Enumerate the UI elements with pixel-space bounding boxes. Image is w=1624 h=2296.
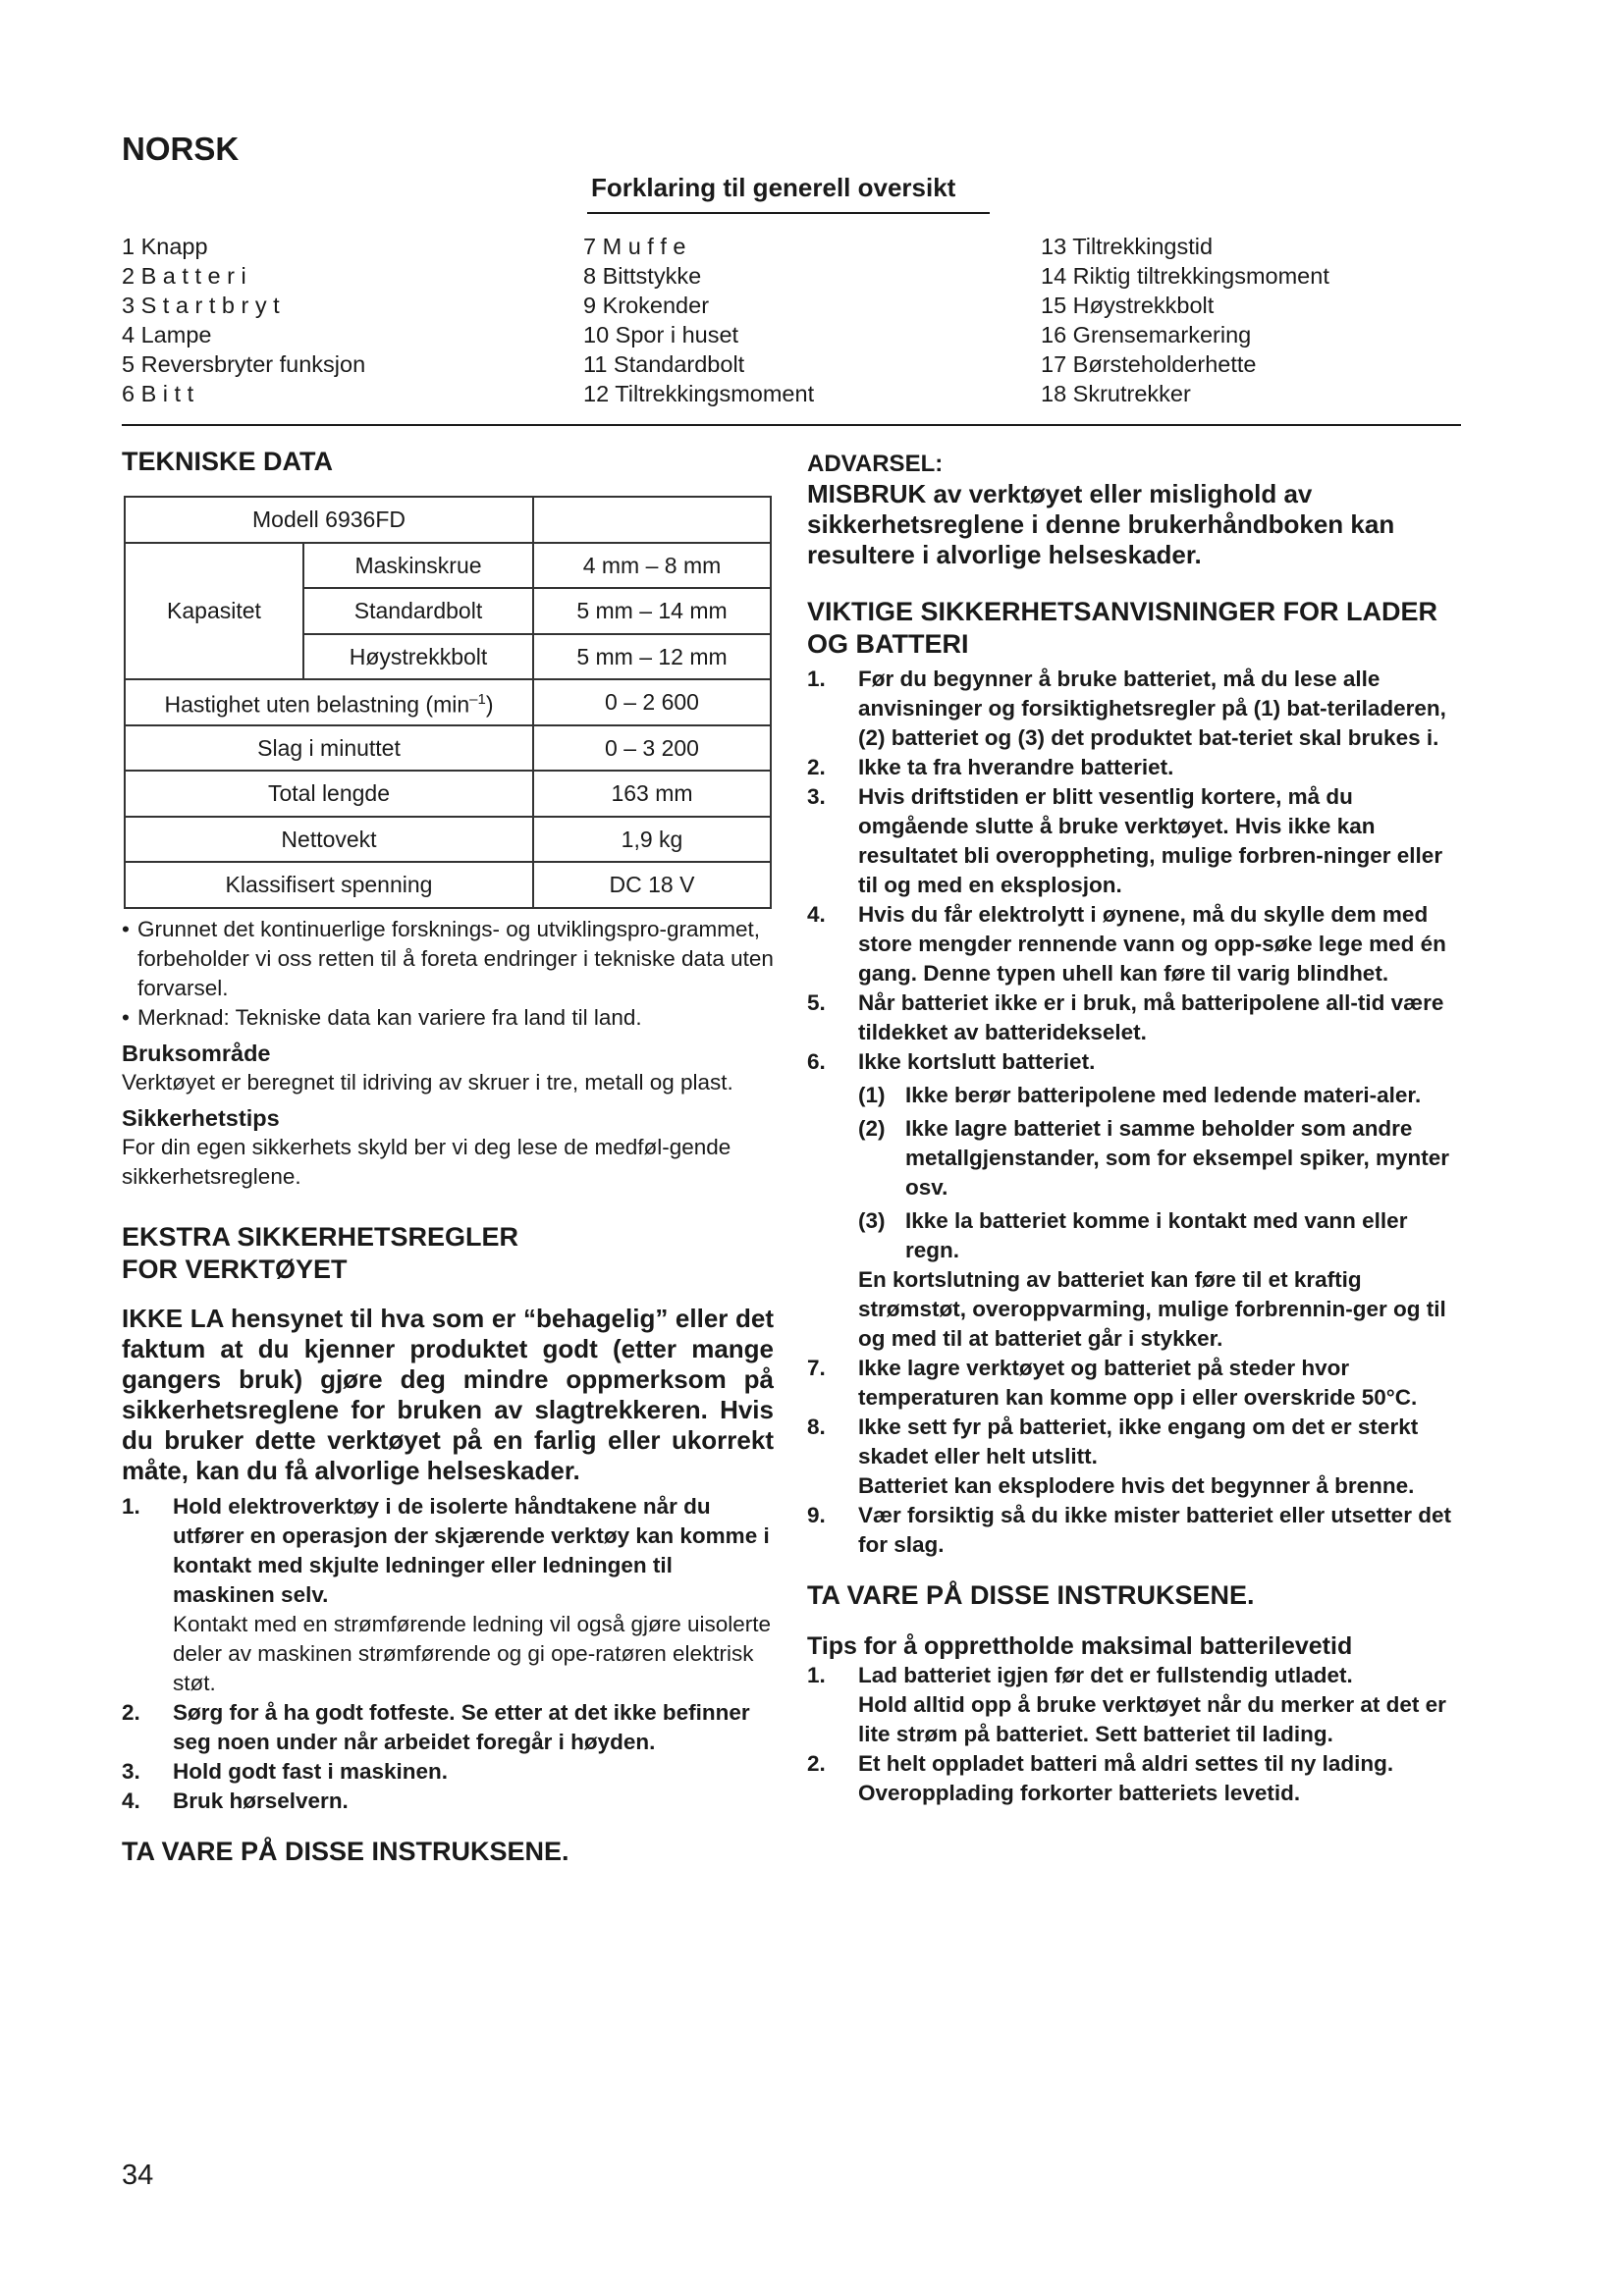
legend-item: 9 Krokender <box>583 293 710 318</box>
legend-column-3 <box>1041 232 1329 408</box>
spec-row-value: 0 – 2 600 <box>533 679 771 725</box>
extra-rules-title: EKSTRA SIKKERHETSREGLER FOR VERKTØYET <box>122 1221 519 1284</box>
spec-capacity-label: Kapasitet <box>125 543 303 680</box>
charger-item: 9. Vær forsiktig så du ikke mister batteriet eller utsetter det for slag. <box>807 1503 1451 1557</box>
rule-item: 1. Hold elektroverktøy i de isolerte håndtakene når du utfører en operasjon der skjærende verktøy kan komme i kontakt med skjulte ledninger eller ledningen til maskinen selv. Kontakt med en strømførende ledning vil også gjøre uisolerte deler av maskinen strømførende og gi ope-ratøren elektrisk støt. <box>122 1493 772 1695</box>
spec-row-value: 163 mm <box>533 771 771 817</box>
charger-item: 3. Hvis driftstiden er blitt vesentlig kortere, må du omgående slutte å bruke verktøyet. Hvis ikke kan resultatet bli overoppheting, mulige forbren-ninger eller til og med en eksplosjon. <box>807 784 1443 897</box>
charger-item: 5. Når batteriet ikke er i bruk, må batteripolene all-tid være tildekket av batteridekselet. <box>807 990 1444 1044</box>
specs-table <box>124 496 772 909</box>
spec-cap-value: 5 mm – 12 mm <box>533 634 771 680</box>
charger-item: 7. Ikke lagre verktøyet og batteriet på steder hvor temperaturen kan komme opp i eller overskride 50°C. <box>807 1356 1418 1410</box>
legend-column-2 <box>583 232 814 408</box>
legend-item: 7 M u f f e <box>583 234 686 259</box>
spec-note: • Merknad: Tekniske data kan variere fra land til land. <box>122 1003 774 1033</box>
charger-subitem: (1) Ikke berør batteripolene med ledende materi-aler. <box>858 1083 1422 1107</box>
safety-tips-title: Sikkerhetstips <box>122 1104 280 1131</box>
spec-row-value: DC 18 V <box>533 862 771 908</box>
tips-list <box>807 1661 1463 1808</box>
legend-item: 2 B a t t e r i <box>122 263 246 289</box>
legend-title: Forklaring til generell oversikt <box>591 173 956 202</box>
spec-note: • Grunnet det kontinuerlige forsknings- og utviklingspro-grammet, forbeholder vi oss retten til å foreta endringer i tekniske data uten forvarsel. <box>122 915 774 1003</box>
legend-item: 3 S t a r t b r y t <box>122 293 280 318</box>
charger-item: 4. Hvis du får elektrolytt i øynene, må du skylle dem med store mengder rennende vann og opp-søke lege med én gang. Denne typen uhell kan føre til varig blindhet. <box>807 902 1446 986</box>
spec-cap-value: 5 mm – 14 mm <box>533 588 771 634</box>
spec-row-value: 0 – 3 200 <box>533 725 771 772</box>
legend-item: 15 Høystrekkbolt <box>1041 293 1215 318</box>
spec-row-label: Slag i minuttet <box>125 725 533 772</box>
legend-item: 4 Lampe <box>122 322 212 347</box>
rule-item: 4. Bruk hørselvern. <box>122 1788 349 1813</box>
page-number: 34 <box>122 2160 154 2191</box>
spec-cap-label: Høystrekkbolt <box>303 634 533 680</box>
spec-row-label: Klassifisert spenning <box>125 862 533 908</box>
legend-item: 8 Bittstykke <box>583 263 702 289</box>
tips-title: Tips for å opprettholde maksimal batterilevetid <box>807 1632 1353 1660</box>
legend-item: 1 Knapp <box>122 234 208 259</box>
spec-model: Modell 6936FD <box>125 497 533 543</box>
legend-item: 5 Reversbryter funksjon <box>122 351 366 377</box>
charger-subitem: (2) Ikke lagre batteriet i samme beholder som andre metallgjenstander, som for eksempel spiker, mynter osv. <box>858 1116 1449 1200</box>
charger-item: 1. Før du begynner å bruke batteriet, må du lese alle anvisninger og forsiktighetsregler på (1) bat-teriladeren, (2) batteriet og (3) det produktet bat-teriet skal brukes i. <box>807 667 1446 750</box>
warning-label: ADVARSEL: <box>807 451 944 477</box>
legend-item: 12 Tiltrekkingsmoment <box>583 381 815 406</box>
legend-item: 10 Spor i huset <box>583 322 739 347</box>
usage-title: Bruksområde <box>122 1040 271 1066</box>
keep-instructions-right: TA VARE PÅ DISSE INSTRUKSENE. <box>807 1580 1255 1610</box>
legend-title-underline <box>587 212 990 214</box>
charger-safety-list <box>807 665 1463 1560</box>
spec-row-label: Hastighet uten belastning $(\min^{-1})$ <box>125 679 533 725</box>
section-language: NORSK <box>122 131 240 167</box>
spec-row-value: 1,9 kg <box>533 817 771 863</box>
spec-row-label: Total lengde <box>125 771 533 817</box>
rule-item: 2. Sørg for å ha godt fotfeste. Se etter at det ikke befinner seg noen under når arbeidet foregår i høyden. <box>122 1699 750 1754</box>
spec-notes <box>122 915 774 1033</box>
legend-item: 13 Tiltrekkingstid <box>1041 234 1214 259</box>
extra-rules-warning: IKKE LA hensynet til hva som er “behagelig” eller det faktum at du kjenner produktet godt (etter mange gangers bruk) gjøre deg mindre oppmerksom på sikkerhetsreglene for bruken av slagtrekkeren. Hvis du bruker dette verktøyet på en farlig eller ukorrekt måte, kan du få alvorlige helseskader. <box>122 1303 774 1485</box>
charger-subitem: (3) Ikke la batteriet komme i kontakt med vann eller regn. <box>858 1208 1408 1262</box>
spec-cap-label: Maskinskrue <box>303 543 533 589</box>
keep-instructions-left: TA VARE PÅ DISSE INSTRUKSENE. <box>122 1836 569 1866</box>
legend-item: 17 Børsteholderhette <box>1041 351 1257 377</box>
charger-safety-title: VIKTIGE SIKKERHETSANVISNINGER FOR LADER OG BATTERI <box>807 597 1438 659</box>
safety-tips-text: For din egen sikkerhets skyld ber vi deg lese de medføl-gende sikkerhetsreglene. <box>122 1134 731 1189</box>
left-column <box>122 444 774 1868</box>
charger-item: 8. Ikke sett fyr på batteriet, ikke engang om det er sterkt skadet eller helt utslitt. Batteriet kan eksplodere hvis det begynner å brenne. <box>807 1415 1419 1498</box>
warning-text: MISBRUK av verktøyet eller mislighold av sikkerhetsreglene i denne brukerhåndboken kan resultere i alvorlige helseskader. <box>807 479 1395 569</box>
charger-item: 2. Ikke ta fra hverandre batteriet. <box>807 755 1174 779</box>
tip-item: 1. Lad batteriet igjen før det er fullstendig utladet. Hold alltid opp å bruke verktøyet når du merker at det er lite strøm på batteriet. Sett batteriet til lading. <box>807 1663 1446 1746</box>
legend-column-1 <box>122 232 365 408</box>
rule-item: 3. Hold godt fast i maskinen. <box>122 1758 449 1784</box>
usage-text: Verktøyet er beregnet til idriving av skruer i tre, metall og plast. <box>122 1069 733 1095</box>
legend-item: 16 Grensemarkering <box>1041 322 1252 347</box>
charger-sub-note: En kortslutning av batteriet kan føre til et kraftig strømstøt, overoppvarming, mulige forbrennin-ger og til og med til at batteriet går i stykker. <box>858 1267 1446 1351</box>
legend-item: 11 Standardbolt <box>583 351 745 377</box>
extra-rules-list <box>122 1492 774 1816</box>
spec-cap-label: Standardbolt <box>303 588 533 634</box>
legend-item: 6 B i t t <box>122 381 194 406</box>
spec-model-value <box>533 497 771 543</box>
spec-row-label: Nettovekt <box>125 817 533 863</box>
specs-title: TEKNISKE DATA <box>122 447 333 476</box>
legend-item: 18 Skrutrekker <box>1041 381 1191 406</box>
charger-item: 6. Ikke kortslutt batteriet. (1) Ikke berør batteripolene med ledende materi-aler. (2) Ikke lagre batteriet i samme beholder som andre metallgjenstander, som for eksempel spiker, mynter osv. (3) Ikke la batteriet komme i kontakt med vann eller regn. En kortslutning av batteriet kan føre til et kraftig strømstøt, overoppvarming, mulige forbrennin-ger og til og med til at batteriet går i stykker. <box>807 1047 1463 1354</box>
legend-item: 14 Riktig tiltrekkingsmoment <box>1041 263 1329 289</box>
right-column <box>807 444 1463 1808</box>
spec-cap-value: 4 mm – 8 mm <box>533 543 771 589</box>
section-divider <box>122 424 1461 426</box>
tip-item: 2. Et helt oppladet batteri må aldri settes til ny lading. Overopplading forkorter batteriets levetid. <box>807 1751 1394 1805</box>
